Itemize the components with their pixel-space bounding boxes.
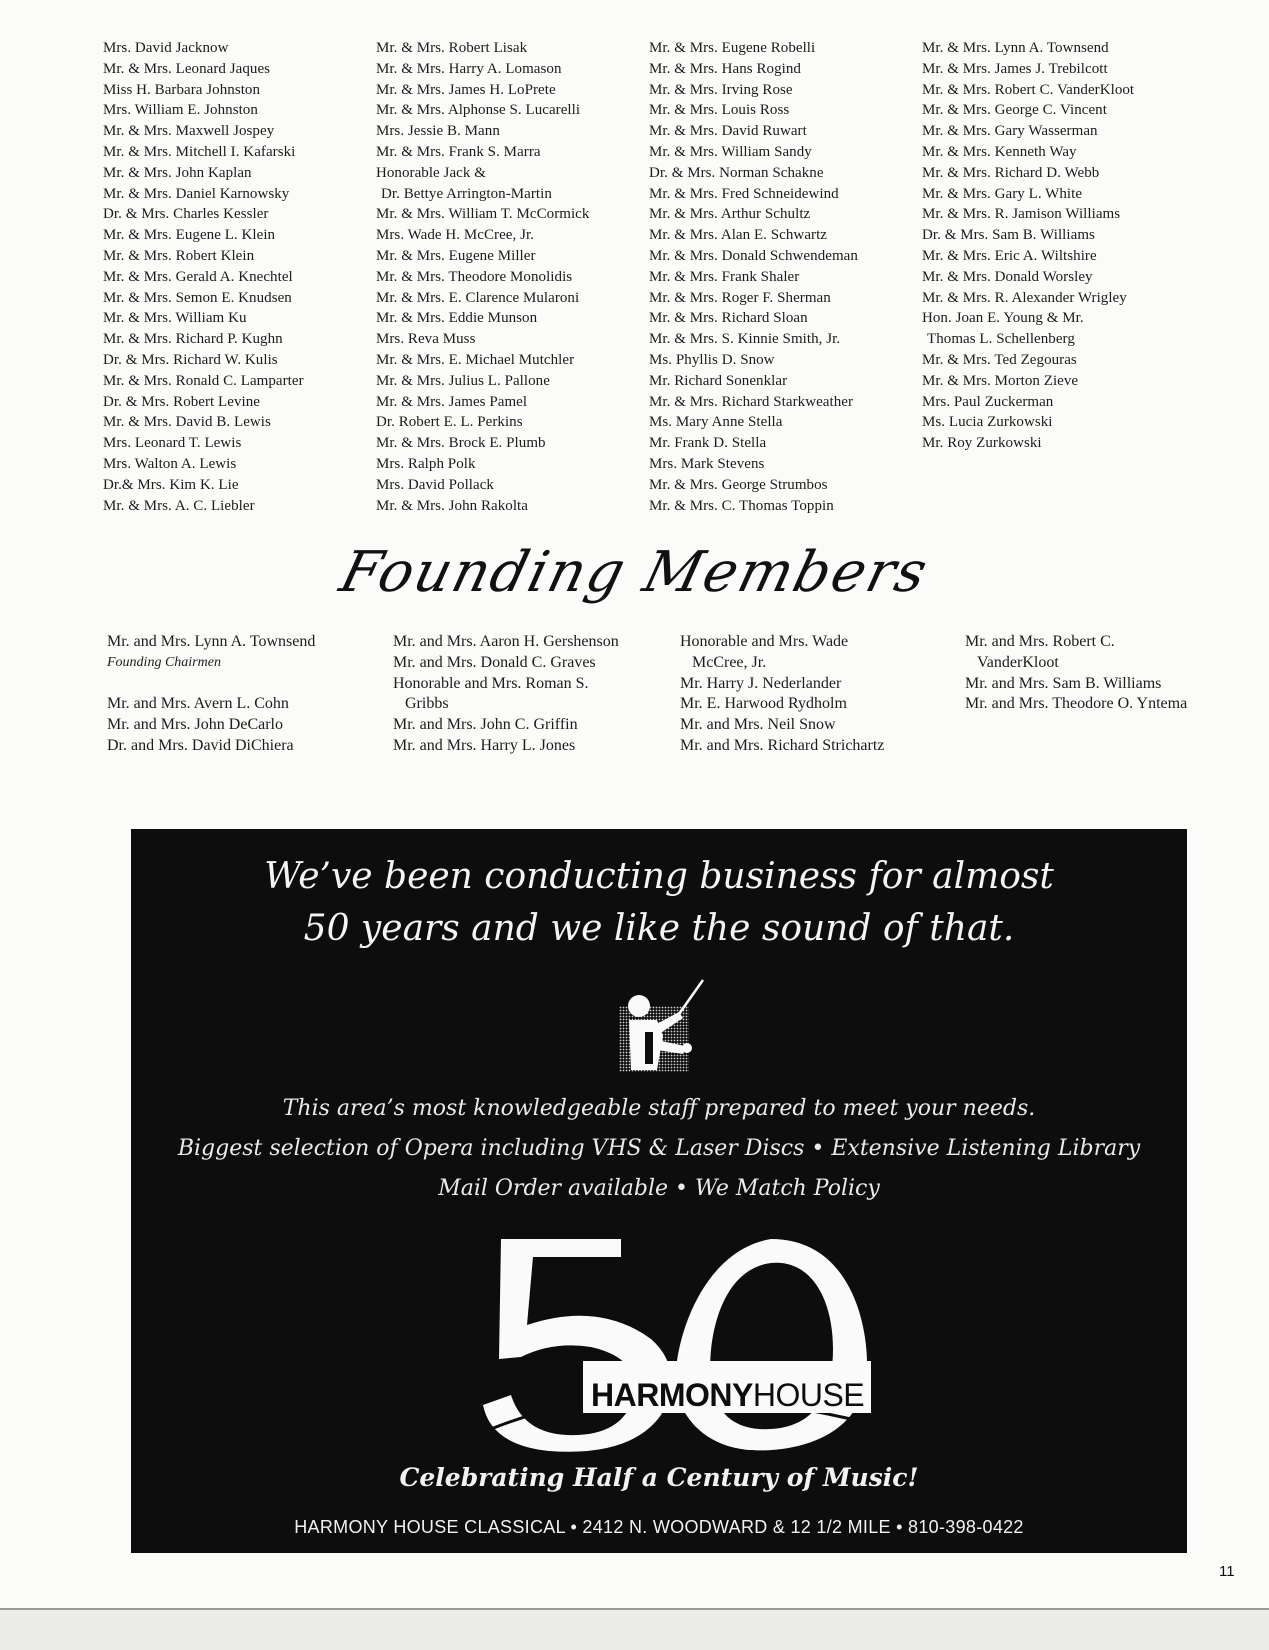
harmony-house-50-logo [471,1229,871,1459]
harmony-house-wordmark [591,1377,864,1414]
ad-copy-line: Mail Order available • We Match Policy [438,1176,880,1201]
donor-name: Mrs. Mark Stevens [649,455,765,472]
donor-name: Mr. Roy Zurkowski [922,435,1042,452]
donor-name: Mr. & Mrs. Richard P. Kughn [103,331,283,348]
donor-name: Mr. & Mrs. George C. Vincent [922,102,1107,119]
donor-name: Mr. & Mrs. John Rakolta [376,497,528,514]
donor-name: Mr. & Mrs. Eddie Munson [376,310,538,327]
donor-name: Dr. & Mrs. Norman Schakne [649,164,824,181]
founding-member: Mr. and Mrs. Avern L. Cohn [107,695,289,713]
founding-member: Mr. and Mrs. Aaron H. Gershenson [393,633,619,650]
harmony-house-advertisement [131,829,1187,1553]
founding-column-2 [393,632,673,757]
donor-name: Mr. & Mrs. Fred Schneidewind [649,185,839,202]
founding-members-heading: Founding Members [333,540,936,605]
donor-name: Mr. & Mrs. David Ruwart [649,123,807,140]
donor-name: Dr. & Mrs. Richard W. Kulis [103,351,278,368]
donor-name: Mr. & Mrs. Louis Ross [649,102,790,119]
wordmark-bold: HARMONY [591,1377,753,1413]
founding-member: Mr. and Mrs. John DeCarlo [107,716,283,734]
founding-member: Mr. and Mrs. John C. Griffin [393,716,578,734]
donor-name: Mr. & Mrs. Alphonse S. Lucarelli [376,102,581,119]
donor-name: Mr. & Mrs. E. Clarence Mularoni [376,289,580,306]
donor-name: Dr. & Mrs. Robert Levine [103,393,261,410]
donor-name: Dr. Bettye Arrington-Martin [381,185,552,202]
donor-name: Mr. & Mrs. Harry A. Lomason [376,60,562,77]
donor-name: Mr. & Mrs. Maxwell Jospey [103,123,275,140]
donor-name: Mr. & Mrs. James H. LoPrete [376,81,556,98]
founding-member: Mr. and Mrs. Harry L. Jones [393,736,576,754]
donor-name: Miss H. Barbara Johnston [103,81,261,98]
donor-name: Mr. & Mrs. Mitchell I. Kafarski [103,143,296,160]
donor-name: Mr. & Mrs. Semon E. Knudsen [103,289,292,306]
donor-name: Mr. & Mrs. R. Alexander Wrigley [922,289,1127,306]
donor-name: Mr. & Mrs. C. Thomas Toppin [649,497,834,514]
donor-name: Mr. & Mrs. Irving Rose [649,81,793,98]
donor-column-2 [376,38,656,516]
donor-name: Mr. & Mrs. S. Kinnie Smith, Jr. [649,331,841,348]
donor-name: Mr. & Mrs. Richard Sloan [649,310,808,327]
donor-name: Mrs. William E. Johnston [103,102,258,119]
donor-name: Dr. & Mrs. Charles Kessler [103,206,269,223]
founding-member: Mr. Harry J. Nederlander [680,674,842,692]
donor-name: Dr. Robert E. L. Perkins [376,414,523,431]
donor-name: Mrs. Ralph Polk [376,455,476,472]
donor-column-1 [103,38,383,516]
donor-name: Mr. & Mrs. Eric A. Wiltshire [922,247,1097,264]
donor-name: Mr. & Mrs. Hans Rogind [649,60,801,77]
donor-name: Hon. Joan E. Young & Mr. [922,310,1084,327]
founding-member: Mr. and Mrs. Theodore O. Yntema [965,695,1188,713]
ad-copy-line: This area’s most knowledgeable staff prepared to meet your needs. [282,1096,1036,1121]
ad-headline [131,851,1187,955]
donor-name: Mr. & Mrs. William T. McCormick [376,206,590,223]
founding-member: Mr. and Mrs. Neil Snow [680,716,836,734]
donor-name: Mr. & Mrs. Donald Worsley [922,268,1093,285]
founding-member: Mr. E. Harwood Rydholm [680,695,847,713]
donor-name: Mr. & Mrs. Eugene Miller [376,247,536,264]
donor-name: Dr.& Mrs. Kim K. Lie [103,476,239,493]
donor-name: Mr. & Mrs. Alan E. Schwartz [649,227,827,244]
donor-name: Mr. & Mrs. John Kaplan [103,164,252,181]
donor-name: Mr. Frank D. Stella [649,435,767,452]
donor-name: Mr. & Mrs. Gary L. White [922,185,1083,202]
founding-chair-note: Founding Chairmen [107,654,221,670]
donor-name: Mr. & Mrs. Robert C. VanderKloot [922,81,1135,98]
founding-column-1 [107,632,387,757]
ad-copy [131,1089,1187,1209]
founding-member: Mr. and Mrs. Sam B. Williams [965,674,1162,692]
donor-name: Mr. & Mrs. R. Jamison Williams [922,206,1121,223]
founding-member: Honorable and Mrs. Roman S. [393,674,589,692]
donor-name: Mrs. David Jacknow [103,40,229,56]
donor-name: Mr. & Mrs. Robert Klein [103,247,255,264]
donor-name: Ms. Phyllis D. Snow [649,351,775,368]
conductor-icon [613,976,725,1076]
donor-name: Mr. & Mrs. Richard Starkweather [649,393,854,410]
donor-column-3 [649,38,929,516]
donor-name: Mr. & Mrs. David B. Lewis [103,414,271,431]
donor-name: Mr. & Mrs. Kenneth Way [922,143,1077,160]
founding-member: Gribbs [405,695,449,713]
donor-name: Mr. & Mrs. Ronald C. Lamparter [103,372,304,389]
founding-member: Mr. and Mrs. Donald C. Graves [393,653,596,671]
donor-name: Ms. Lucia Zurkowski [922,414,1053,431]
founding-column-4 [965,632,1245,715]
donor-name: Mr. & Mrs. Brock E. Plumb [376,435,546,452]
donor-name: Mr. & Mrs. William Sandy [649,143,812,160]
donor-name: Mr. & Mrs. Frank Shaler [649,268,800,285]
ad-headline-line: 50 years and we like the sound of that. [303,908,1015,949]
ad-tagline: Celebrating Half a Century of Music! [399,1463,919,1492]
page-number: 11 [1219,1563,1235,1580]
donor-name: Mr. & Mrs. Arthur Schultz [649,206,811,223]
donor-name: Mrs. Walton A. Lewis [103,455,237,472]
founding-member: Honorable and Mrs. Wade [680,633,849,650]
donor-name: Mr. & Mrs. Gerald A. Knechtel [103,268,293,285]
donor-name: Mr. & Mrs. James J. Trebilcott [922,60,1108,77]
page-edge [0,1608,1269,1650]
donor-name: Honorable Jack & [376,164,486,181]
founding-column-3 [680,632,960,757]
donor-name: Ms. Mary Anne Stella [649,414,783,431]
donor-name: Mr. & Mrs. Eugene L. Klein [103,227,276,244]
donor-name: Mr. & Mrs. James Pamel [376,393,528,410]
donor-name: Mr. & Mrs. Roger F. Sherman [649,289,831,306]
donor-name: Mr. & Mrs. Theodore Monolidis [376,268,573,285]
ad-footer-address: HARMONY HOUSE CLASSICAL • 2412 N. WOODWARD & 12 1/2 MILE • 810-398-0422 [294,1517,1024,1537]
donor-name: Mr. & Mrs. Daniel Karnowsky [103,185,290,202]
donor-name: Mr. & Mrs. Donald Schwendeman [649,247,858,264]
donor-name: Mr. & Mrs. Frank S. Marra [376,143,541,160]
donor-name: Mr. & Mrs. Morton Zieve [922,372,1079,389]
donor-name: Mr. & Mrs. Leonard Jaques [103,60,271,77]
donor-column-4 [922,38,1202,454]
donor-name: Mr. & Mrs. Richard D. Webb [922,164,1100,181]
donor-name: Mr. & Mrs. Ted Zegouras [922,351,1077,368]
founding-member: McCree, Jr. [692,653,767,671]
founding-member: Dr. and Mrs. David DiChiera [107,736,294,754]
donor-name: Mr. & Mrs. Lynn A. Townsend [922,40,1109,56]
founding-member: VanderKloot [977,653,1059,671]
ad-copy-line: Biggest selection of Opera including VHS & Laser Discs • Extensive Listening Library [177,1136,1141,1161]
donor-name: Mrs. Reva Muss [376,331,476,348]
wordmark-light: HOUSE [752,1377,865,1413]
donor-name: Mr. Richard Sonenklar [649,372,788,389]
spacer [107,674,387,695]
donor-name: Mrs. Paul Zuckerman [922,393,1054,410]
donor-name: Mr. & Mrs. E. Michael Mutchler [376,351,575,368]
founding-member: Mr. and Mrs. Robert C. [965,633,1115,650]
donor-name: Mrs. Jessie B. Mann [376,123,500,140]
donor-name: Thomas L. Schellenberg [927,331,1075,348]
donor-name: Mrs. David Pollack [376,476,494,493]
donor-name: Mr. & Mrs. A. C. Liebler [103,497,255,514]
donor-name: Mrs. Wade H. McCree, Jr. [376,227,535,244]
ad-headline-line: We’ve been conducting business for almost [264,856,1054,897]
donor-name: Mr. & Mrs. Julius L. Pallone [376,372,550,389]
founding-chair: Mr. and Mrs. Lynn A. Townsend [107,633,316,650]
founding-member: Mr. and Mrs. Richard Strichartz [680,736,885,754]
donor-name: Mrs. Leonard T. Lewis [103,435,242,452]
donor-name: Mr. & Mrs. William Ku [103,310,247,327]
donor-name: Mr. & Mrs. George Strumbos [649,476,828,493]
donor-name: Mr. & Mrs. Eugene Robelli [649,40,816,56]
donor-name: Mr. & Mrs. Gary Wasserman [922,123,1098,140]
donor-name: Mr. & Mrs. Robert Lisak [376,40,528,56]
donor-name: Dr. & Mrs. Sam B. Williams [922,227,1095,244]
